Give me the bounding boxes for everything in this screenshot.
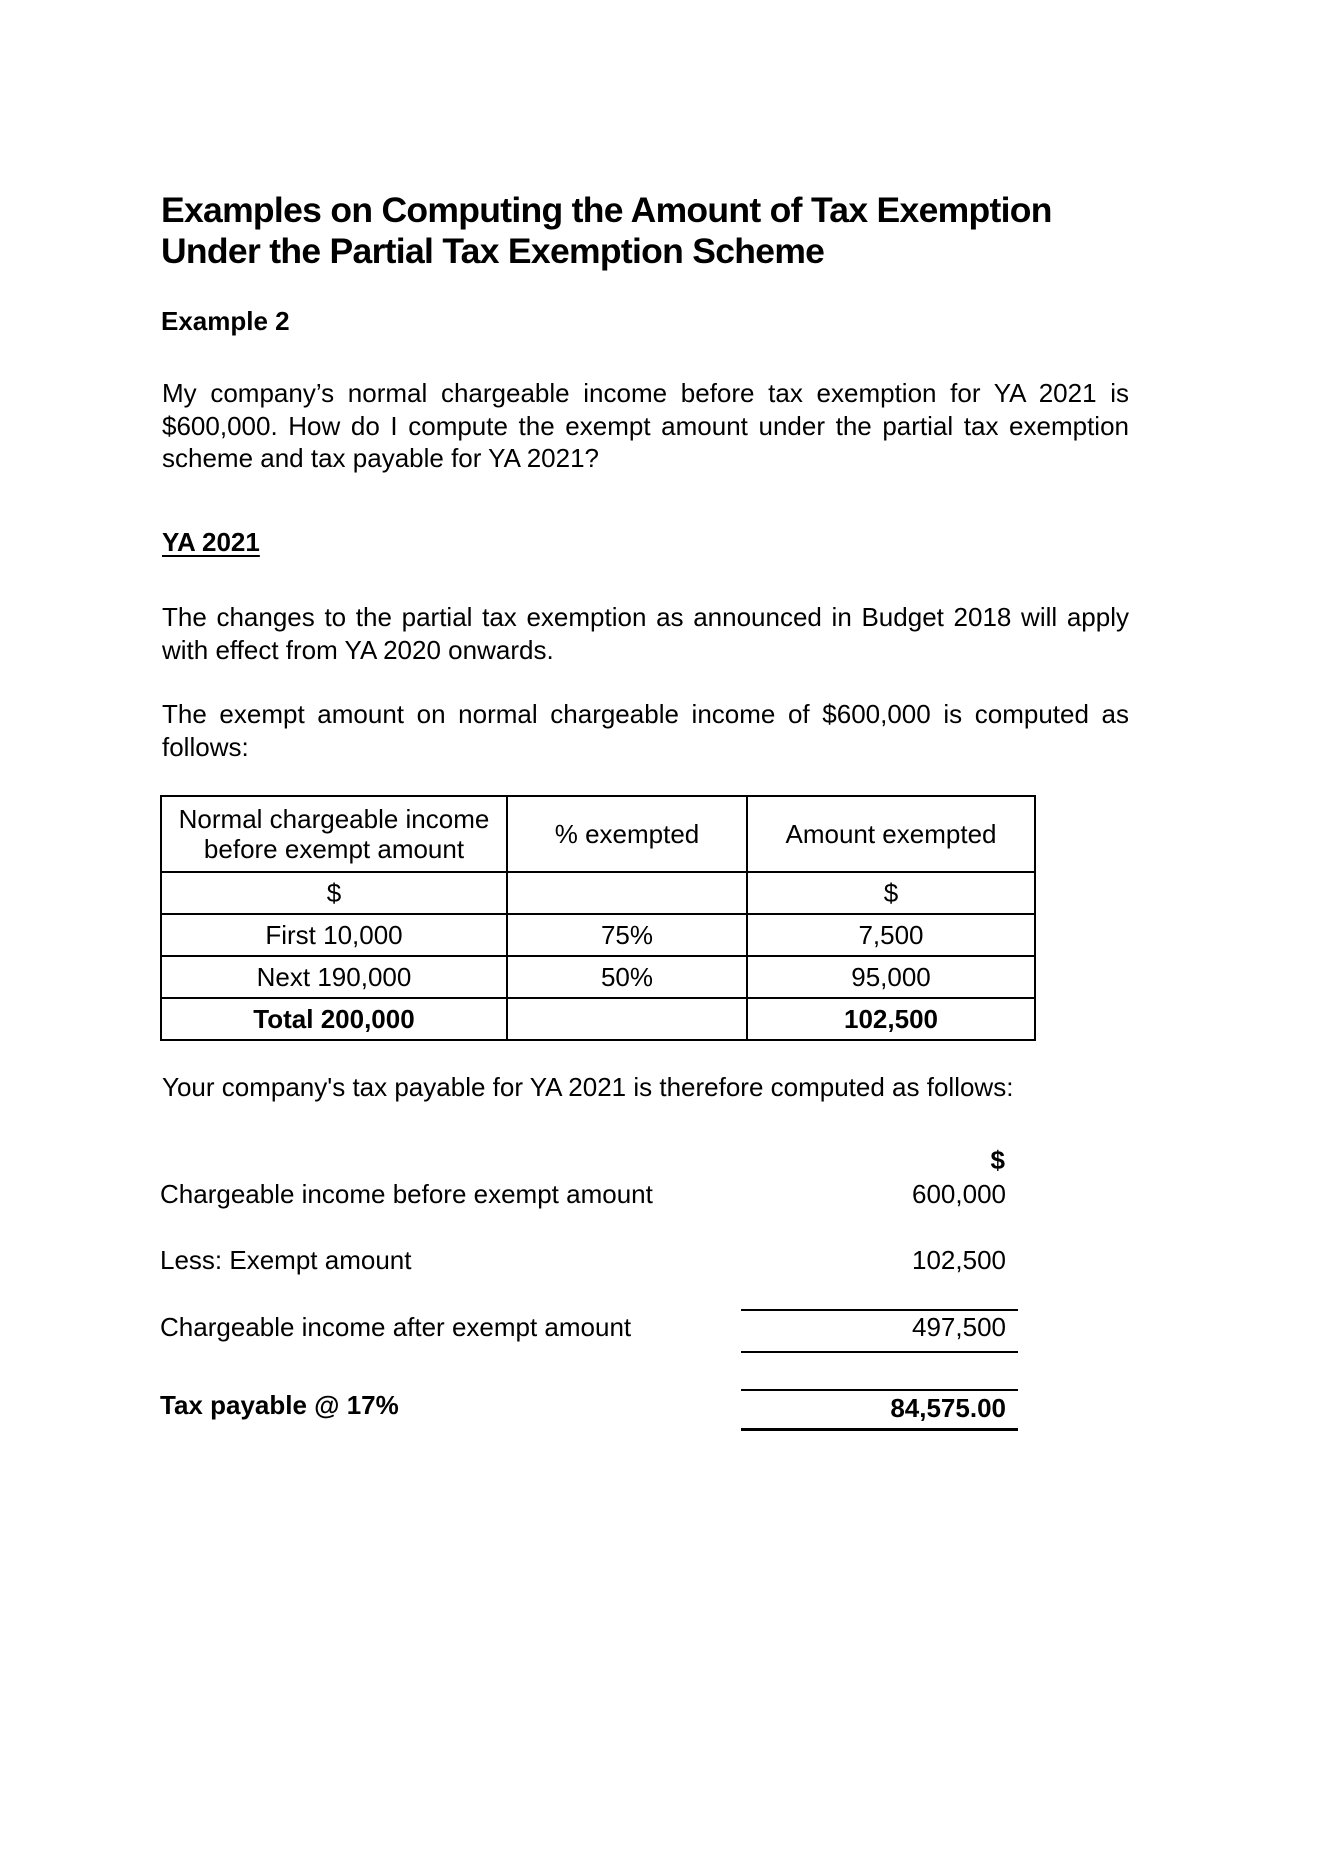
- currency-unit: $: [990, 1145, 1005, 1175]
- unit-income: $: [161, 872, 507, 914]
- unit-percent: [507, 872, 747, 914]
- computation-label: Less: Exempt amount: [160, 1245, 412, 1275]
- row-income: First 10,000: [161, 914, 507, 956]
- unit-amount: $: [747, 872, 1035, 914]
- total-income: Total 200,000: [161, 998, 507, 1040]
- table-unit-row: [161, 872, 1035, 914]
- question-paragraph: [162, 377, 1129, 475]
- total-percent: [507, 998, 747, 1040]
- table-row: [161, 914, 1035, 956]
- table-header-row: [161, 796, 1035, 872]
- header-income: Normal chargeable income before exempt amount: [161, 796, 507, 872]
- row-amount: 7,500: [747, 914, 1035, 956]
- computation-label: Chargeable income before exempt amount: [160, 1179, 653, 1209]
- question-line-1: My company’s normal chargeable income before tax exemption for YA 2021 is: [162, 378, 1129, 408]
- budget-note-line-2: with effect from YA 2020 onwards.: [162, 634, 554, 665]
- title-line-2: Under the Partial Tax Exemption Scheme: [161, 231, 825, 271]
- computation-value: 600,000: [912, 1179, 1006, 1209]
- exempt-intro-paragraph: [162, 698, 1129, 763]
- subtotal-rule-bottom: [741, 1351, 1018, 1353]
- exempt-amount-table: [160, 795, 1036, 1041]
- exempt-intro-line-1: The exempt amount on normal chargeable income of $600,000 is computed as: [162, 699, 1129, 729]
- example-heading: Example 2: [161, 306, 290, 336]
- table-row: [161, 956, 1035, 998]
- table-total-row: [161, 998, 1035, 1040]
- budget-note-line-1: The changes to the partial tax exemption as announced in Budget 2018 will apply: [162, 602, 1129, 632]
- computation-value: 497,500: [912, 1312, 1006, 1342]
- subtotal-rule-top: [741, 1309, 1018, 1311]
- row-amount: 95,000: [747, 956, 1035, 998]
- header-amount: Amount exempted: [747, 796, 1035, 872]
- budget-note-paragraph: [162, 601, 1129, 666]
- question-line-3: scheme and tax payable for YA 2021?: [162, 443, 600, 473]
- total-rule-top: [741, 1389, 1018, 1391]
- computation-value: 102,500: [912, 1245, 1006, 1275]
- title-line-1: Examples on Computing the Amount of Tax Exemption: [161, 190, 1052, 230]
- question-line-2: $600,000. How do I compute the exempt amount under the partial tax exemption: [162, 410, 1129, 441]
- exempt-intro-line-2: follows:: [162, 731, 249, 762]
- tax-intro-paragraph: Your company's tax payable for YA 2021 is therefore computed as follows:: [162, 1072, 1014, 1102]
- row-income: Next 190,000: [161, 956, 507, 998]
- ya-heading: YA 2021: [162, 527, 260, 557]
- total-rule-bottom: [741, 1428, 1018, 1431]
- row-percent: 50%: [507, 956, 747, 998]
- computation-label: Chargeable income after exempt amount: [160, 1312, 632, 1342]
- document-title: [161, 190, 1141, 272]
- header-percent: % exempted: [507, 796, 747, 872]
- tax-payable-value: 84,575.00: [890, 1393, 1006, 1423]
- tax-payable-label: Tax payable @ 17%: [160, 1390, 399, 1420]
- total-amount: 102,500: [747, 998, 1035, 1040]
- row-percent: 75%: [507, 914, 747, 956]
